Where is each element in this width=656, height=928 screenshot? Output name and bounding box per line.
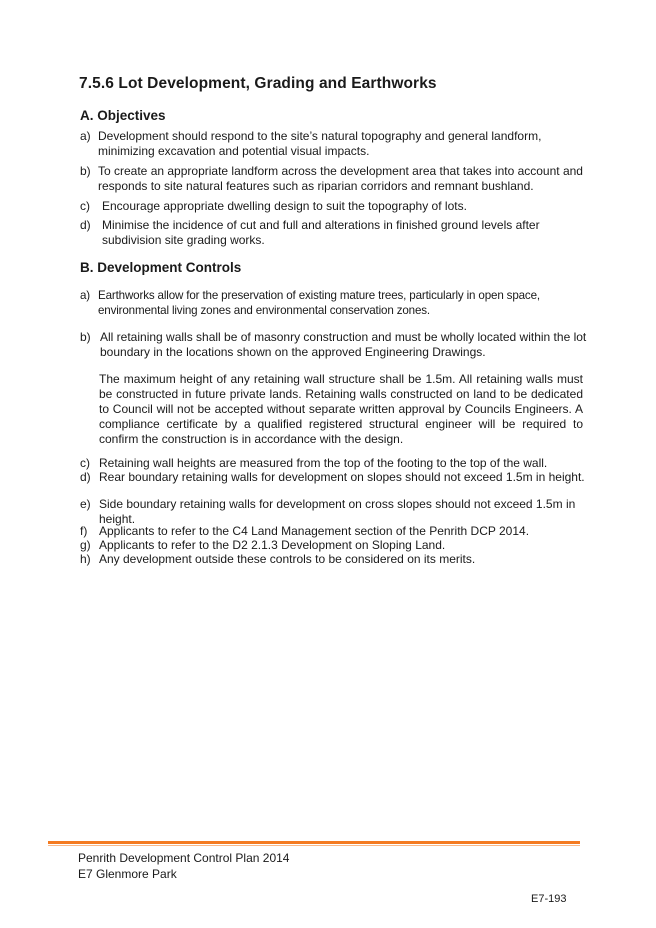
- footer-divider: [48, 841, 580, 844]
- control-item: [80, 497, 590, 527]
- item-text: Applicants to refer to the D2 2.1.3 Development on Sloping Land.: [99, 538, 446, 552]
- controls-heading: B. Development Controls: [80, 260, 242, 275]
- item-text: Any development outside these controls to be considered on its merits.: [99, 552, 476, 566]
- page-number: E7-193: [531, 893, 567, 905]
- item-text: All retaining walls shall be of masonry construction and must be wholly located within the lot boundary in the locations shown on the approved Engineering Drawings.: [100, 330, 587, 359]
- item-label: h): [80, 552, 91, 566]
- footer-document-title: Penrith Development Control Plan 2014: [78, 851, 290, 865]
- item-label: f): [80, 524, 88, 538]
- item-text: Retaining wall heights are measured from the top of the footing to the top of the wall.: [99, 456, 548, 470]
- control-item: [80, 524, 590, 539]
- item-text: To create an appropriate landform across the development area that takes into account and responds to site natural features such as riparian corridors and remnant bushland.: [98, 164, 583, 193]
- item-label: d): [80, 470, 91, 484]
- item-text: Development should respond to the site’s natural topography and general landform, minimizing excavation and potential visual impacts.: [98, 129, 542, 158]
- item-label: a): [80, 289, 91, 302]
- item-text: Minimise the incidence of cut and full and alterations in finished ground levels after subdivision site grading works.: [102, 218, 540, 247]
- control-item: [80, 470, 590, 485]
- footer-divider-shadow: [48, 845, 580, 846]
- objective-item: [80, 199, 590, 214]
- item-label: e): [80, 497, 91, 511]
- control-item: [80, 552, 590, 567]
- control-item: [80, 330, 590, 360]
- footer-section-name: E7 Glenmore Park: [78, 867, 177, 881]
- objective-item: [80, 218, 590, 248]
- item-label: c): [80, 456, 90, 470]
- item-label: b): [80, 330, 91, 344]
- item-label: d): [80, 218, 91, 232]
- item-text: Rear boundary retaining walls for development on slopes should not exceed 1.5m in height.: [99, 470, 585, 484]
- objective-item: [80, 164, 590, 194]
- control-item: [80, 456, 590, 471]
- item-text: Encourage appropriate dwelling design to suit the topography of lots.: [102, 199, 467, 213]
- item-text: Applicants to refer to the C4 Land Management section of the Penrith DCP 2014.: [99, 524, 530, 538]
- retaining-wall-paragraph: The maximum height of any retaining wall structure shall be 1.5m. All retaining walls must be constructed in future private lands. Retaining walls constructed on land to be dedicated to Council will not be accepted without separate written approval by Councils Engineers. A compliance certificate by a qualified registered structural engineer will be required to confirm the construction is in accordance with the design.: [99, 372, 583, 446]
- item-label: b): [80, 164, 91, 178]
- item-label: g): [80, 538, 91, 552]
- item-label: c): [80, 199, 90, 213]
- control-item: [80, 288, 590, 318]
- item-label: a): [80, 129, 91, 143]
- objective-item: [80, 129, 590, 159]
- control-item: [80, 538, 590, 553]
- objectives-heading: A. Objectives: [80, 108, 166, 123]
- item-text: Side boundary retaining walls for development on cross slopes should not exceed 1.5m in height.: [99, 497, 576, 526]
- item-text: Earthworks allow for the preservation of existing mature trees, particularly in open space, environmental living zones and environmental conservation zones.: [98, 289, 540, 317]
- page-title: 7.5.6 Lot Development, Grading and Earthworks: [79, 75, 437, 92]
